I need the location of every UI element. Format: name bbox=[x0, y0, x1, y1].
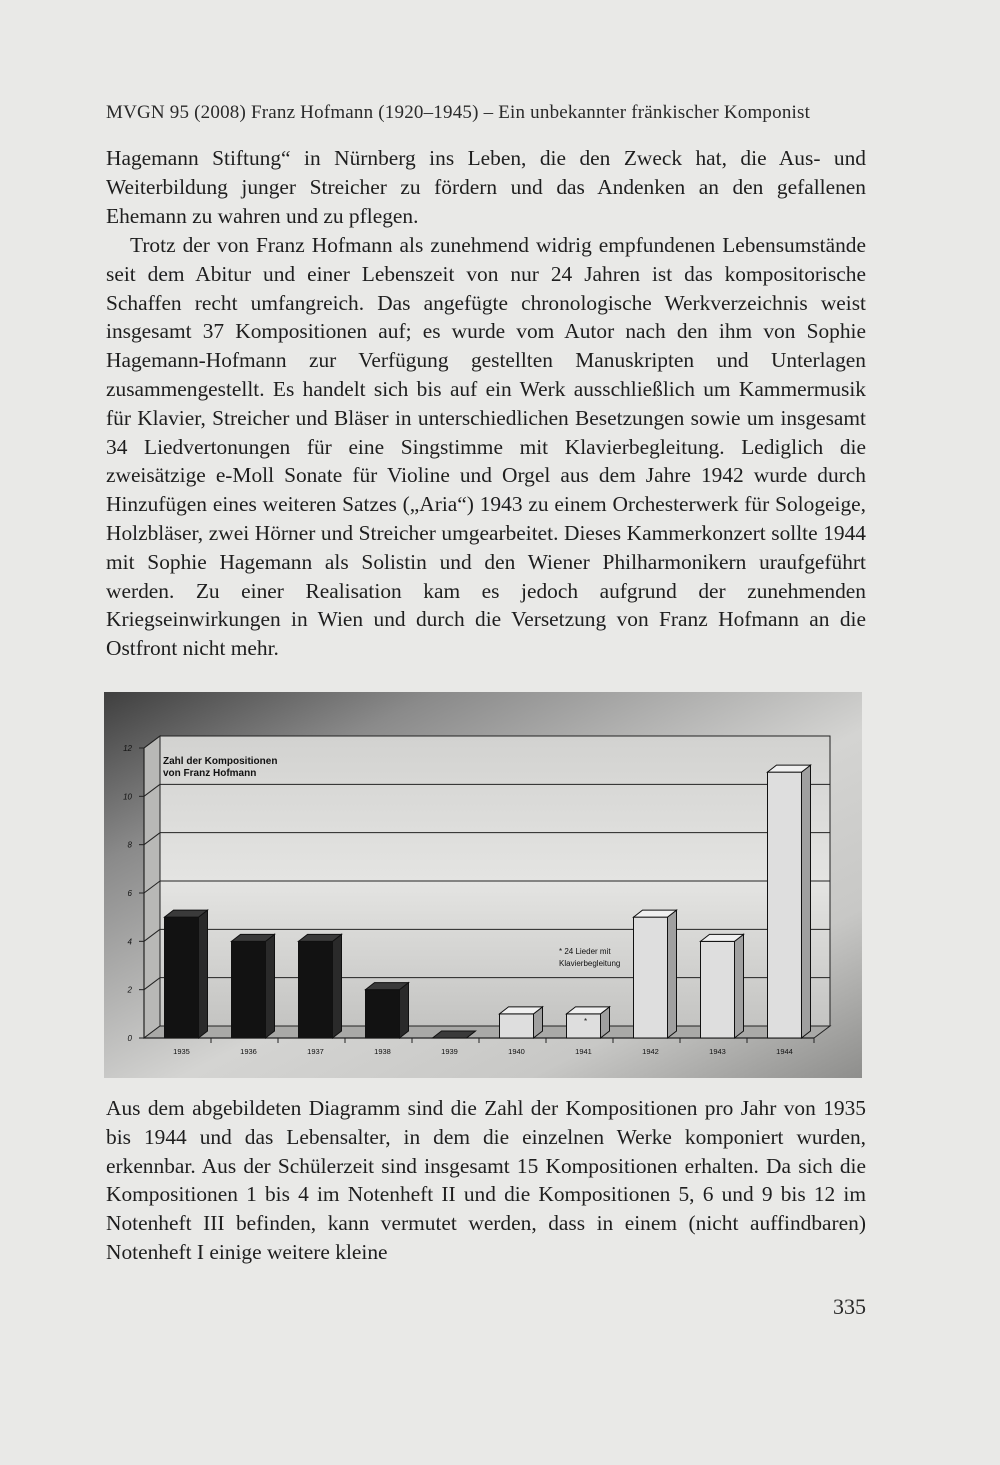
bar-side bbox=[668, 910, 677, 1038]
bar-1935 bbox=[165, 910, 208, 1038]
bar-side bbox=[266, 934, 275, 1038]
bar-1944 bbox=[768, 765, 811, 1038]
chart-title-line-1: Zahl der Kompositionen bbox=[163, 756, 278, 767]
bar-side bbox=[333, 934, 342, 1038]
bar-1941 bbox=[567, 1007, 610, 1038]
bar-1938 bbox=[366, 983, 409, 1038]
bar-side bbox=[802, 765, 811, 1038]
bar-side bbox=[400, 983, 409, 1038]
bar-1943 bbox=[701, 934, 744, 1038]
y-tick-label: 12 bbox=[123, 744, 132, 753]
x-tick-label: 1937 bbox=[307, 1047, 324, 1056]
paragraph-3: Aus dem abgebildeten Diagramm sind die Zahl der Kompositionen pro Jahr von 1935 bis 1944 und das Lebensalter, in dem die einzelnen Werke komponiert wurden, erkennbar. Aus der Schülerzeit sind insgesamt 15 Kompositionen erhalten. Da sich die Kompositionen 1 bis 4 im Notenheft II und die Kompositionen 5, 6 und 9 bis 12 im Notenheft III befinden, kann vermutet werden, dass in einem (nicht auffindbaren) Notenheft I einige weitere kleine bbox=[106, 1096, 866, 1264]
x-tick-label: 1939 bbox=[441, 1047, 458, 1056]
paragraph-1: Hagemann Stiftung“ in Nürnberg ins Leben, die den Zweck hat, die Aus- und Weiterbildung junger Streicher zu fördern und das Andenken an den gefallenen Ehemann zu wahren und zu pflegen. bbox=[106, 146, 866, 228]
y-tick-label: 2 bbox=[127, 985, 132, 995]
bar-side bbox=[735, 934, 744, 1038]
bar-front bbox=[768, 772, 802, 1038]
annotation-line-2: Klavierbegleitung bbox=[559, 959, 621, 968]
bar-1936 bbox=[232, 934, 275, 1038]
y-tick-label: 0 bbox=[127, 1034, 132, 1043]
y-tick-label: 10 bbox=[123, 792, 132, 802]
y-tick-label: 4 bbox=[127, 937, 132, 947]
chart-title-line-2: von Franz Hofmann bbox=[163, 768, 257, 779]
annotation-line-1: * 24 Lieder mit bbox=[559, 947, 611, 956]
x-tick-label: 1944 bbox=[776, 1047, 793, 1056]
bar-front bbox=[701, 941, 735, 1038]
running-head: MVGN 95 (2008) Franz Hofmann (1920–1945) – Ein unbekannter fränkischer Komponist bbox=[106, 102, 811, 123]
x-tick-label: 1943 bbox=[709, 1047, 726, 1056]
bar-1942 bbox=[634, 910, 677, 1038]
x-tick-label: 1941 bbox=[575, 1047, 592, 1056]
x-tick-label: 1942 bbox=[642, 1047, 659, 1056]
y-tick-label: 8 bbox=[127, 840, 132, 850]
paragraph-2: Trotz der von Franz Hofmann als zunehmend widrig empfundenen Lebensumstände seit dem Abitur und einer Lebenszeit von nur 24 Jahren ist das kompositorische Schaffen recht umfangreich. Das angefügte chronologische Werkverzeichnis weist insgesamt 37 Kompositionen auf; es wurde vom Autor nach den ihm von Sophie Hagemann-Hofmann zur Verfügung gestellten Manuskripten und Unterlagen zusammengestellt. Es handelt sich bis auf ein Werk ausschließlich um Kammermusik für Klavier, Streicher und Bläser in unterschiedlichen Besetzungen sowie um insgesamt 34 Liedvertonungen für eine Singstimme mit Klavierbegleitung. Lediglich die zweisätzige e-Moll Sonate für Violine und Orgel aus dem Jahre 1942 wurde durch Hinzufügen eines weiteren Satzes („Aria“) 1943 zu einem Orchesterwerk für Sologeige, Holzbläser, zwei Hörner und Streicher umgearbeitet. Dieses Kammerkonzert sollte 1944 mit Sophie Hagemann als Solistin und den Wiener Philharmonikern uraufgeführt werden. Zu einer Realisation kam es jedoch aufgrund der zunehmenden Kriegseinwirkungen in Wien und durch die Versetzung von Franz Hofmann an die Ostfront nicht mehr. bbox=[106, 233, 866, 661]
bar-side bbox=[199, 910, 208, 1038]
bar-1937 bbox=[299, 934, 342, 1038]
compositions-bar-chart bbox=[104, 692, 862, 1078]
annotation-marker: * bbox=[583, 1016, 588, 1026]
bar-front bbox=[165, 917, 199, 1038]
x-tick-label: 1940 bbox=[508, 1047, 525, 1056]
bar-1940 bbox=[500, 1007, 543, 1038]
page-number: 335 bbox=[833, 1294, 866, 1319]
y-tick-label: 6 bbox=[127, 889, 132, 898]
x-tick-label: 1938 bbox=[374, 1047, 391, 1056]
bar-front bbox=[232, 941, 266, 1038]
bar-front bbox=[299, 941, 333, 1038]
bar-front bbox=[500, 1014, 534, 1038]
x-tick-label: 1936 bbox=[240, 1047, 257, 1056]
bar-front bbox=[366, 990, 400, 1038]
bar-front bbox=[634, 917, 668, 1038]
x-tick-label: 1935 bbox=[173, 1047, 190, 1056]
